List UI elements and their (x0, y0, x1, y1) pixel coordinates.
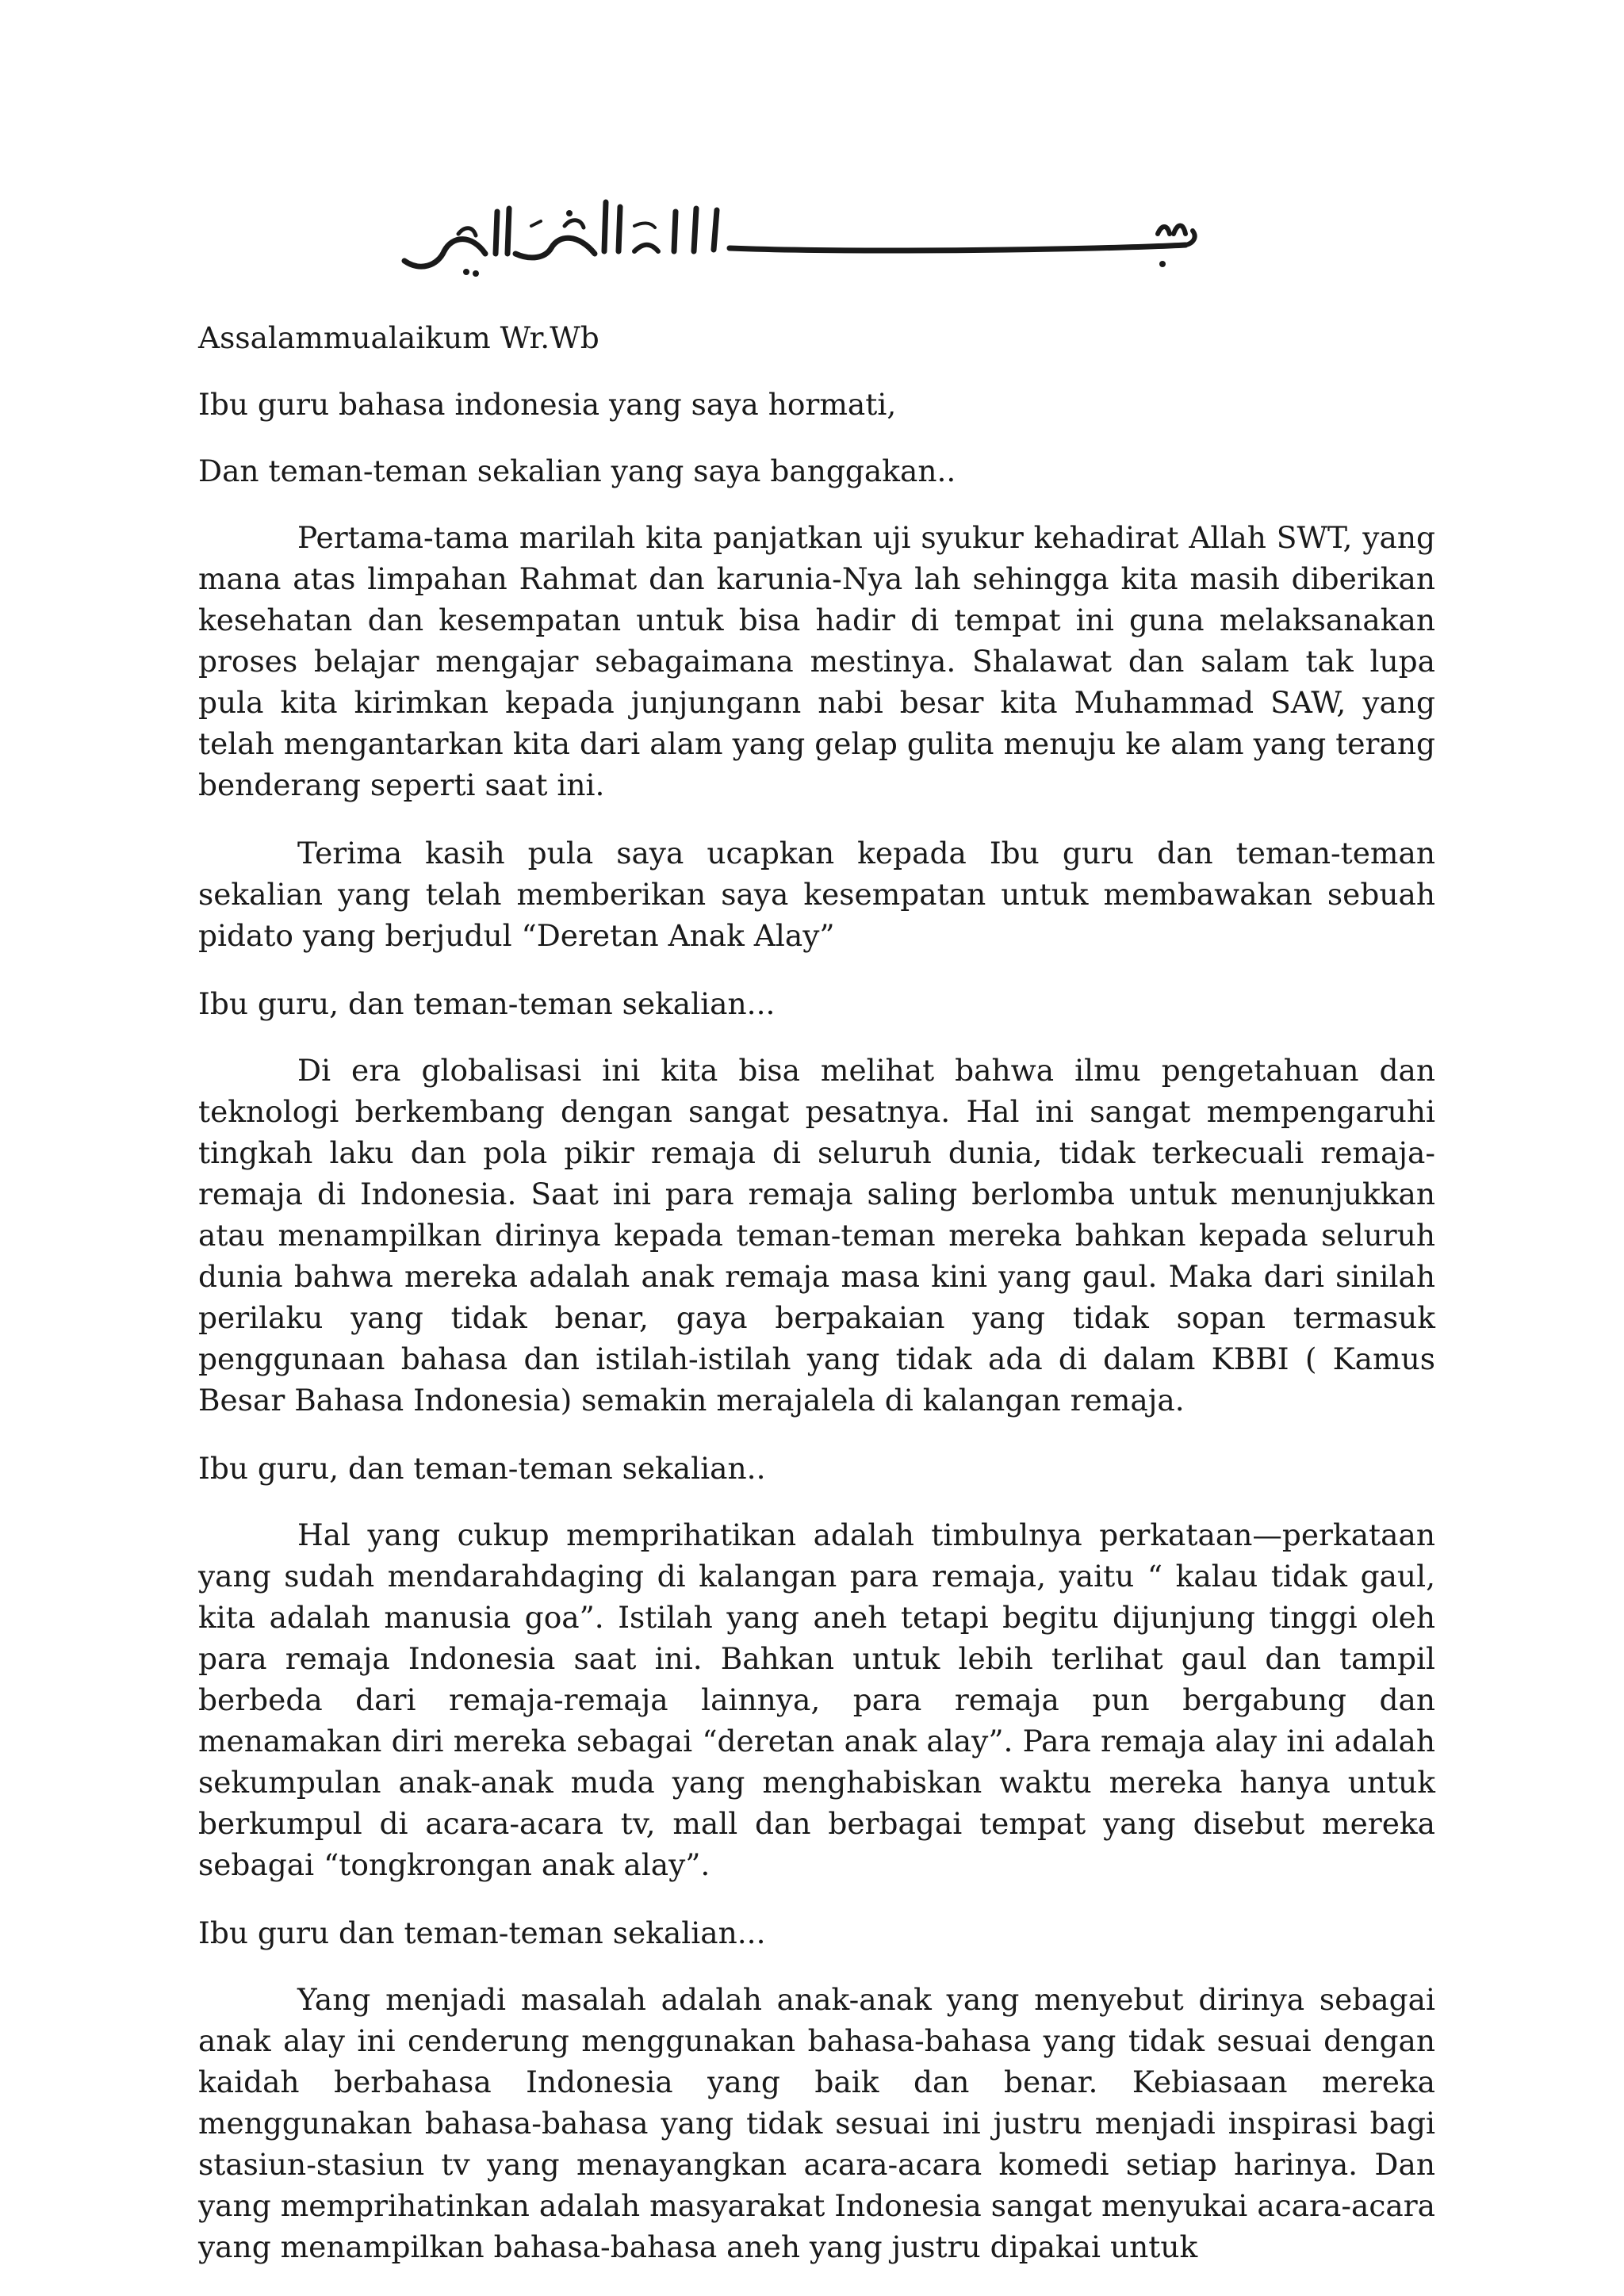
address-line: Ibu guru dan teman-teman sekalian... (198, 1915, 766, 1950)
paragraph: Pertama-tama marilah kita panjatkan uji syukur kehadirat Allah SWT, yang mana atas limpahan Rahmat dan karunia-Nya lah sehingga kita masih diberikan kesehatan dan kesempatan untuk bisa hadir di tempat ini guna melaksanakan proses belajar mengajar sebagaimana mestinya. Shalawat dan salam tak lupa pula kita kirimkan kepada junjungann nabi besar kita Muhammad SAW, yang telah mengantarkan kita dari alam yang gelap gulita menuju ke alam yang terang benderang seperti saat ini. (198, 520, 1435, 802)
paragraph: Terima kasih pula saya ucapkan kepada Ibu guru dan teman-teman sekalian yang telah memberikan saya kesempatan untuk membawakan sebuah pidato yang berjudul “Deretan Anak Alay” (198, 836, 1435, 953)
address-line: Ibu guru, dan teman-teman sekalian.. (198, 1451, 766, 1486)
paragraph: Hal yang cukup memprihatikan adalah timbulnya perkataan—perkataan yang sudah mendarahdaging di kalangan para remaja, yaitu “ kalau tidak gaul, kita adalah manusia goa”. Istilah yang aneh tetapi begitu dijunjung tinggi oleh para remaja Indonesia saat ini. Bahkan untuk lebih terlihat gaul dan tampil berbeda dari remaja-remaja lainnya, para remaja pun bergabung dan menamakan diri mereka sebagai “deretan anak alay”. Para remaja alay ini adalah sekumpulan anak-anak muda yang menghabiskan waktu mereka hanya untuk berkumpul di acara-acara tv, mall dan berbagai tempat yang disebut mereka sebagai “tongkrongan anak alay”. (198, 1517, 1435, 1882)
document-body (198, 317, 1435, 2294)
basmalah-calligraphy (396, 178, 1205, 285)
paragraph: Yang menjadi masalah adalah anak-anak yang menyebut dirinya sebagai anak alay ini cenderung menggunakan bahasa-bahasa yang tidak sesuai dengan kaidah berbahasa Indonesia yang baik dan benar. Kebiasaan mereka menggunakan bahasa-bahasa yang tidak sesuai ini justru menjadi inspirasi bagi stasiun-stasiun tv yang menayangkan acara-acara komedi setiap harinya. Dan yang memprihatinkan adalah masyarakat Indonesia sangat menyukai acara-acara yang menampilkan bahasa-bahasa aneh yang justru dipakai untuk (198, 1982, 1435, 2264)
greeting: Assalammualaikum Wr.Wb (198, 320, 599, 355)
address-line: Ibu guru, dan teman-teman sekalian... (198, 986, 776, 1021)
address-line: Dan teman-teman sekalian yang saya banggakan.. (198, 453, 956, 488)
address-line: Ibu guru bahasa indonesia yang saya hormati, (198, 387, 897, 422)
paragraph: Di era globalisasi ini kita bisa melihat bahwa ilmu pengetahuan dan teknologi berkembang dengan sangat pesatnya. Hal ini sangat mempengaruhi tingkah laku dan pola pikir remaja di seluruh dunia, tidak terkecuali remaja-remaja di Indonesia. Saat ini para remaja saling berlomba untuk menunjukkan atau menampilkan dirinya kepada teman-teman mereka bahkan kepada seluruh dunia bahwa mereka adalah anak remaja masa kini yang gaul. Maka dari sinilah perilaku yang tidak benar, gaya berpakaian yang tidak sopan termasuk penggunaan bahasa dan istilah-istilah yang tidak ada di dalam KBBI ( Kamus Besar Bahasa Indonesia) semakin merajalela di kalangan remaja. (198, 1053, 1435, 1418)
